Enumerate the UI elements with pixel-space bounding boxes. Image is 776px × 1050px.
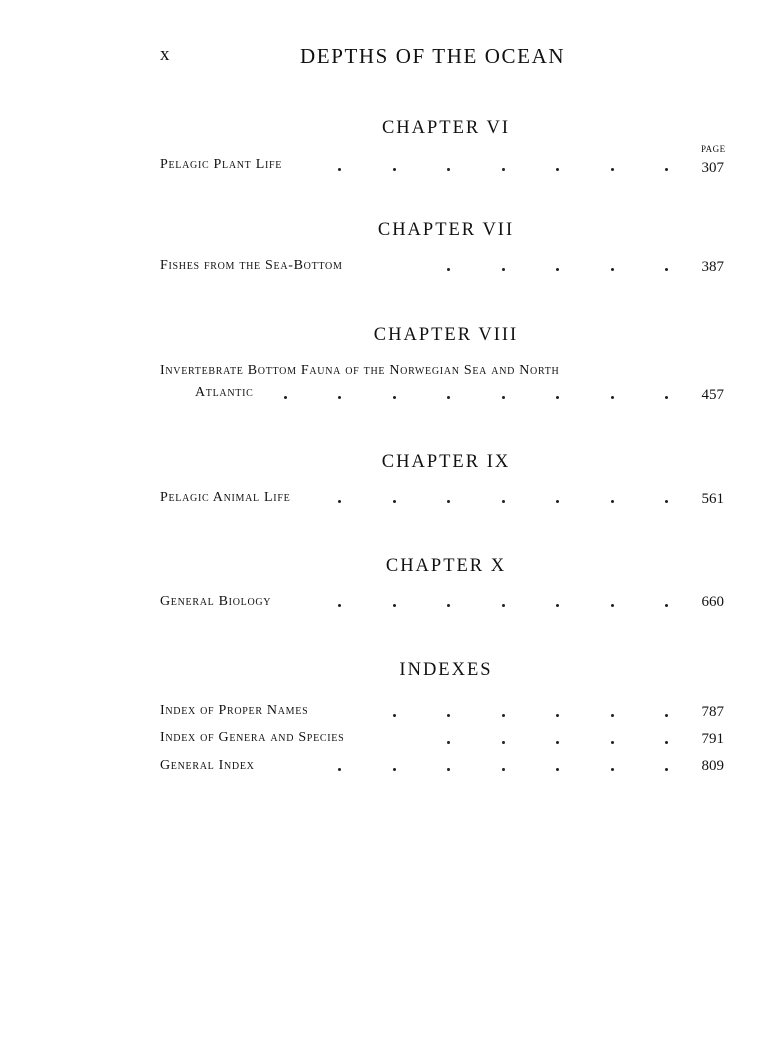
leader-dot	[665, 768, 668, 771]
dot-leader	[0, 500, 776, 506]
toc-entry-title: General Biology	[160, 594, 272, 609]
chapter-heading: CHAPTER IX	[381, 452, 511, 472]
leader-dot	[502, 604, 505, 607]
leader-dot	[502, 741, 505, 744]
toc-page-number: 307	[701, 160, 724, 176]
toc-entry-title: Index of Proper Names	[160, 703, 309, 718]
leader-dot	[284, 396, 287, 399]
leader-dot	[338, 500, 341, 503]
chapter-heading: CHAPTER X	[385, 556, 507, 576]
leader-dot	[665, 268, 668, 271]
leader-dot	[502, 714, 505, 717]
toc-entry-title: Index of Genera and Species	[160, 730, 345, 745]
leader-dot	[393, 714, 396, 717]
leader-dot	[502, 396, 505, 399]
toc-page-number: 561	[701, 491, 724, 507]
leader-dot	[447, 268, 450, 271]
leader-dot	[556, 500, 559, 503]
dot-leader	[0, 396, 776, 402]
leader-dot	[611, 500, 614, 503]
leader-dot	[393, 396, 396, 399]
page-column-label: PAGE	[701, 144, 726, 154]
leader-dot	[502, 768, 505, 771]
leader-dot	[556, 268, 559, 271]
leader-dot	[556, 604, 559, 607]
toc-entry-title: Invertebrate Bottom Fauna of the Norwegian Sea and North	[160, 363, 560, 378]
leader-dot	[447, 741, 450, 744]
leader-dot	[393, 168, 396, 171]
leader-dot	[611, 604, 614, 607]
toc-page-number: 660	[701, 594, 724, 610]
toc-entry-title: Pelagic Animal Life	[160, 490, 291, 505]
chapter-heading: CHAPTER VIII	[373, 325, 519, 345]
leader-dot	[502, 500, 505, 503]
dot-leader	[0, 268, 776, 274]
toc-page-number: 787	[701, 704, 724, 720]
leader-dot	[338, 396, 341, 399]
dot-leader	[0, 168, 776, 174]
leader-dot	[665, 500, 668, 503]
page-folio: x	[160, 44, 170, 65]
leader-dot	[665, 741, 668, 744]
leader-dot	[556, 714, 559, 717]
leader-dot	[393, 768, 396, 771]
dot-leader	[0, 604, 776, 610]
toc-page-number: 791	[701, 731, 724, 747]
leader-dot	[611, 768, 614, 771]
leader-dot	[447, 768, 450, 771]
chapter-heading: CHAPTER VII	[377, 220, 515, 240]
toc-entry-title: General Index	[160, 758, 255, 773]
leader-dot	[556, 741, 559, 744]
leader-dot	[502, 168, 505, 171]
dot-leader	[0, 768, 776, 774]
leader-dot	[611, 268, 614, 271]
leader-dot	[665, 168, 668, 171]
leader-dot	[338, 768, 341, 771]
leader-dot	[556, 396, 559, 399]
leader-dot	[338, 168, 341, 171]
leader-dot	[447, 604, 450, 607]
dot-leader	[0, 714, 776, 720]
leader-dot	[611, 396, 614, 399]
leader-dot	[611, 714, 614, 717]
section-heading-indexes: INDEXES	[399, 660, 493, 680]
leader-dot	[393, 500, 396, 503]
toc-page-number: 387	[701, 259, 724, 275]
leader-dot	[338, 604, 341, 607]
toc-entry-title-continued: Atlantic	[195, 385, 254, 400]
leader-dot	[556, 168, 559, 171]
leader-dot	[665, 396, 668, 399]
toc-page-number: 809	[701, 758, 724, 774]
dot-leader	[0, 741, 776, 747]
running-title: DEPTHS OF THE OCEAN	[300, 44, 566, 68]
leader-dot	[611, 741, 614, 744]
leader-dot	[393, 604, 396, 607]
leader-dot	[447, 168, 450, 171]
leader-dot	[556, 768, 559, 771]
leader-dot	[447, 396, 450, 399]
leader-dot	[502, 268, 505, 271]
toc-entry-title: Pelagic Plant Life	[160, 157, 283, 172]
toc-page-number: 457	[701, 387, 724, 403]
leader-dot	[665, 604, 668, 607]
leader-dot	[611, 168, 614, 171]
leader-dot	[447, 500, 450, 503]
chapter-heading: CHAPTER VI	[381, 118, 511, 138]
leader-dot	[665, 714, 668, 717]
toc-entry-title: Fishes from the Sea-Bottom	[160, 258, 343, 273]
leader-dot	[447, 714, 450, 717]
